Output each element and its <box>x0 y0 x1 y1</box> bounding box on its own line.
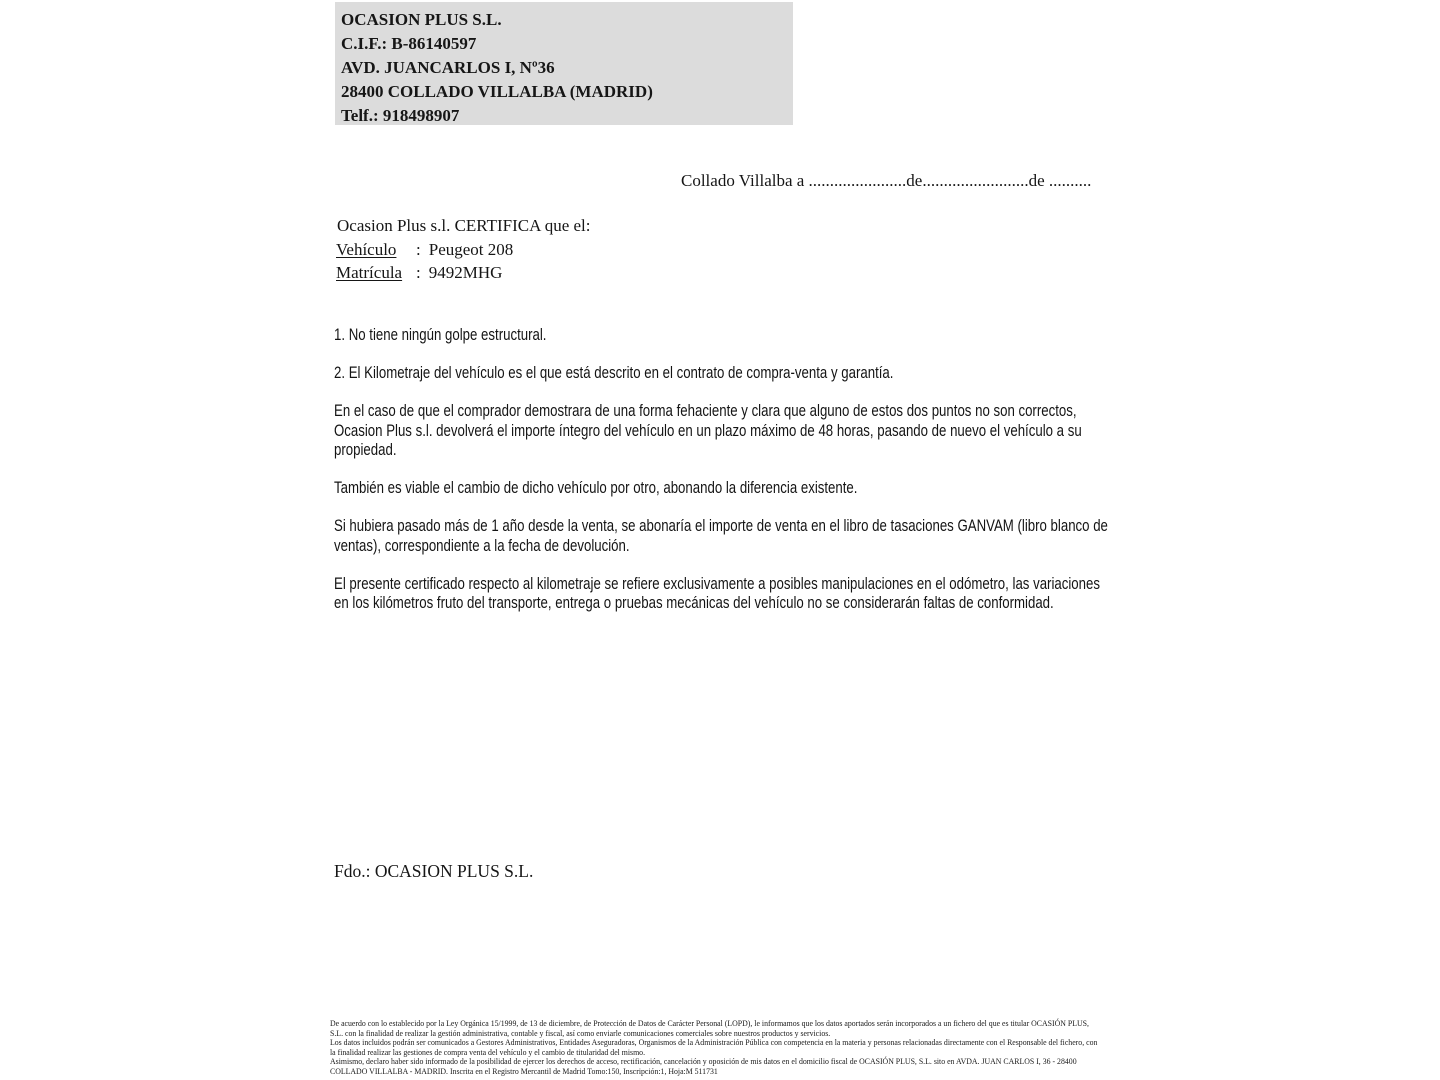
company-address: AVD. JUANCARLOS I, Nº36 <box>341 58 555 77</box>
paragraph-ganvam-valuation: Si hubiera pasado más de 1 año desde la venta, se abonaría el importe de venta en el libro de tasaciones GANVAM (libro blanco de ventas), correspondiente a la fecha de devolución. <box>334 517 1108 555</box>
vehicle-colon: : <box>416 240 421 259</box>
clause-mileage: 2. El Kilometraje del vehículo es el que está descrito en el contrato de compra-venta y garantía. <box>334 364 894 382</box>
paragraph-refund-guarantee: En el caso de que el comprador demostrara de una forma fehaciente y clara que alguno de estos dos puntos no son correctos, Ocasion Plus s.l. devolverá el importe íntegro del vehículo en un plazo máximo de 48 horas, pasando de nuevo el vehículo a su propiedad. <box>334 402 1082 459</box>
vehicle-value: Peugeot 208 <box>428 240 514 259</box>
plate-value: 9492MHG <box>428 263 503 282</box>
vehicle-label: Vehículo <box>336 240 397 259</box>
plate-colon: : <box>416 263 421 282</box>
plate-row <box>336 263 502 283</box>
company-cif: C.I.F.: B-86140597 <box>341 34 477 53</box>
legal-footer <box>330 1019 1100 1077</box>
body-text <box>334 326 1109 614</box>
lopd-paragraph-2: Los datos incluidos podrán ser comunicados a Gestores Administrativos, Entidades Aseguradoras, Organismos de la Administración Pública con competencia en la materia y personas relacionadas directamente con el Responsable del fichero, con la finalidad realizar las gestiones de compra venta del vehículo y el cambio de titularidad del mismo. <box>330 1037 1098 1057</box>
company-city: 28400 COLLADO VILLALBA (MADRID) <box>341 82 653 101</box>
date-line: Collado Villalba a .......................de.........................de .......... <box>681 171 1092 190</box>
clause-no-structural-damage: 1. No tiene ningún golpe estructural. <box>334 326 547 344</box>
certify-statement: Ocasion Plus s.l. CERTIFICA que el: <box>337 216 591 235</box>
signature-line: Fdo.: OCASION PLUS S.L. <box>334 861 534 881</box>
company-phone: Telf.: 918498907 <box>341 106 460 125</box>
company-name: OCASION PLUS S.L. <box>341 10 502 29</box>
paragraph-exchange-option: También es viable el cambio de dicho vehículo por otro, abonando la diferencia existente. <box>334 479 858 497</box>
vehicle-row <box>336 240 513 260</box>
lopd-paragraph-1: De acuerdo con lo establecido por la Ley Orgánica 15/1999, de 13 de diciembre, de Protección de Datos de Carácter Personal (LOPD), le informamos que los datos aportados serán incorporados a un fichero del que es titular OCASIÓN PLUS, S.L. con la finalidad de realizar la gestión administrativa, contable y fiscal, así como enviarle comunicaciones comerciales sobre nuestros productos y servicios. <box>330 1018 1089 1038</box>
lopd-paragraph-3: Asimismo, declaro haber sido informado de la posibilidad de ejercer los derechos de acceso, rectificación, cancelación y oposición de mis datos en el domicilio fiscal de OCASIÓN PLUS, S.L. sito en AVDA. JUAN CARLOS I, 36 - 28400 COLLADO VILLALBA - MADRID. Inscrita en el Registro Mercantil de Madrid Tomo:150, Inscripción:1, Hoja:M 511731 <box>330 1056 1077 1076</box>
letterhead <box>335 2 793 125</box>
paragraph-odometer-disclaimer: El presente certificado respecto al kilometraje se refiere exclusivamente a posibles manipulaciones en el odómetro, las variaciones en los kilómetros fruto del transporte, entrega o pruebas mecánicas del vehículo no se considerarán faltas de conformidad. <box>334 574 1100 612</box>
plate-label: Matrícula <box>336 263 403 282</box>
